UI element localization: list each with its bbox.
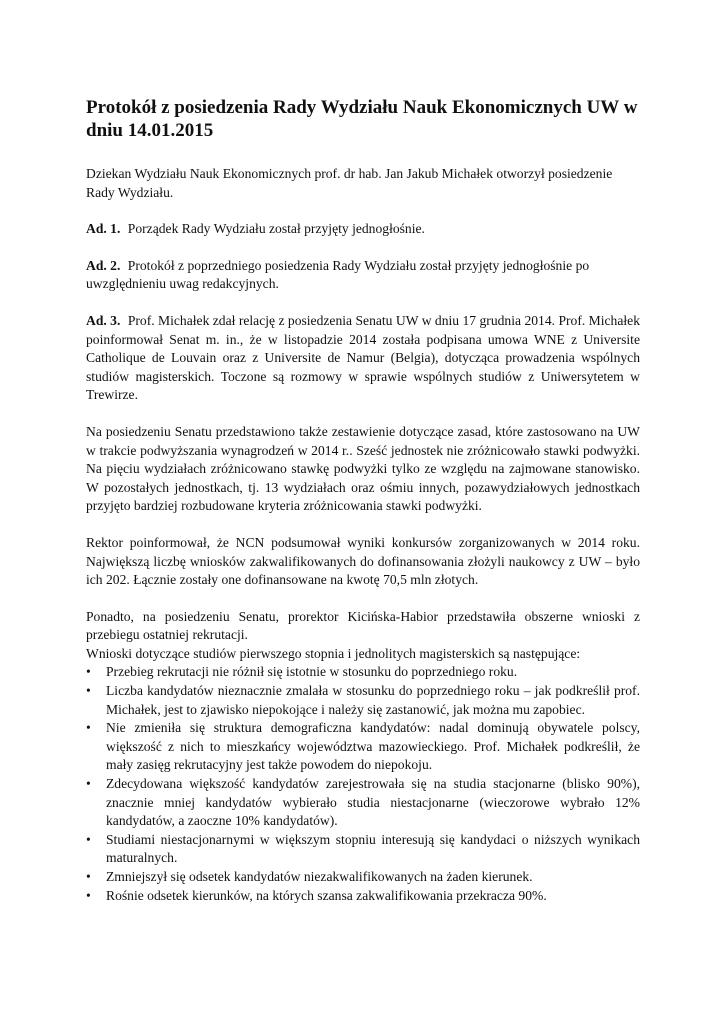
document-page (86, 96, 640, 905)
ad1-text: Porządek Rady Wydziału został przyjęty jednogłośnie. (127, 221, 425, 237)
bullet-icon: • (86, 869, 91, 884)
bullet-icon: • (86, 831, 91, 847)
ad3-label: Ad. 3. (86, 312, 121, 328)
document-title: Protokół z posiedzenia Rady Wydziału Nauk Ekonomicznych UW w dniu 14.01.2015 (86, 97, 638, 141)
bullet-icon: • (86, 720, 91, 736)
ad3-text: Prof. Michałek zdał relację z posiedzenia Senatu UW w dniu 17 grudnia 2014. Prof. Michałek poinformował Senat m. in., że w listopadzie 2014 została podpisana umowa WNE z Universite Catholique de Louvain oraz z Universite de Namur (Belgia), dotycząca prowadzenia wspólnych studiów magisterskich. Toczone są rozmowy w sprawie wspólnych studiów z Uniwersytetem w Trewirze. (86, 312, 640, 403)
conclusions-intro: Wnioski dotyczące studiów pierwszego stopnia i jednolitych magisterskich są następujące: (86, 645, 581, 661)
list-item: • Liczba kandydatów nieznacznie zmalała w stosunku do poprzedniego roku – jak podkreślił prof. Michałek, jest to zjawisko niepokojące i należy się zastanowić, jak można mu zapobiec. (86, 683, 640, 717)
ad2-paragraph (86, 257, 640, 294)
bullet-icon: • (86, 683, 91, 699)
list-item: • Zdecydowana większość kandydatów zarejestrowała się na studia stacjonarne (blisko 90%), znacznie mniej kandydatów wybierało studia niestacjonarne (wieczorowe wybrało 12% kandydatów, a zaoczne 10% kandydatów). (86, 776, 640, 829)
list-item: • Rośnie odsetek kierunków, na których szansa zakwalifikowania przekracza 90%. (86, 887, 640, 906)
list-item: • Studiami niestacjonarnymi w większym stopniu interesują się kandydaci o niższych wynikach maturalnych. (86, 831, 640, 866)
bullet-icon: • (86, 887, 91, 903)
senate-salary-paragraph: Na posiedzeniu Senatu przedstawiono także zestawienie dotyczące zasad, które zastosowano na UW w trakcie podwyższania wynagrodzeń w 2014 r.. Sześć jednostek nie zróżnicowało stawki podwyżki. Na pięciu wydziałach zróżnicowano stawkę podwyżki tylko ze względu na zajmowane stanowisko. W pozostałych jednostkach, tj. 13 wydziałach oraz ośmiu innych, pozawydziałowych jednostkach przyjęto bardziej rozbudowane kryteria zróżnicowania stawki podwyżki. (86, 423, 640, 514)
ad1-label: Ad. 1. (86, 221, 121, 237)
bullet-icon: • (86, 776, 91, 792)
list-item: • Przebieg rekrutacji nie różnił się istotnie w stosunku do poprzedniego roku. (86, 663, 640, 682)
ad2-text: Protokół z poprzedniego posiedzenia Rady Wydziału został przyjęty jednogłośnie po uwzględnieniu uwag redakcyjnych. (86, 257, 590, 292)
conclusions-list (86, 663, 640, 905)
bullet-icon: • (86, 664, 91, 680)
list-item: • Nie zmieniła się struktura demograficzna kandydatów: nadal dominują obywatele polscy, większość z nich to mieszkańcy województwa mazowieckiego. Prof. Michałek podkreślił, że mały zasięg rekrutacyjny jest także powodem do niepokoju. (86, 720, 640, 773)
ad3-paragraph (86, 312, 640, 405)
recruitment-paragraph: Ponadto, na posiedzeniu Senatu, prorektor Kicińska-Habior przedstawiła obszerne wnioski z przebiegu ostatniej rekrutacji. (86, 608, 640, 643)
ad2-label: Ad. 2. (86, 257, 121, 273)
intro-paragraph: Dziekan Wydziału Nauk Ekonomicznych prof. dr hab. Jan Jakub Michałek otworzył posiedzenie Rady Wydziału. (86, 166, 613, 200)
ncn-paragraph: Rektor poinformował, że NCN podsumował wyniki konkursów zorganizowanych w 2014 roku. Największą liczbę wniosków zakwalifikowanych do dofinansowania złożyli naukowcy z UW – było ich 202. Łącznie zostały one dofinansowane na kwotę 70,5 mln złotych. (86, 534, 640, 588)
ad1-paragraph (86, 220, 640, 239)
list-item: • Zmniejszył się odsetek kandydatów niezakwalifikowanych na żaden kierunek. (86, 868, 640, 887)
